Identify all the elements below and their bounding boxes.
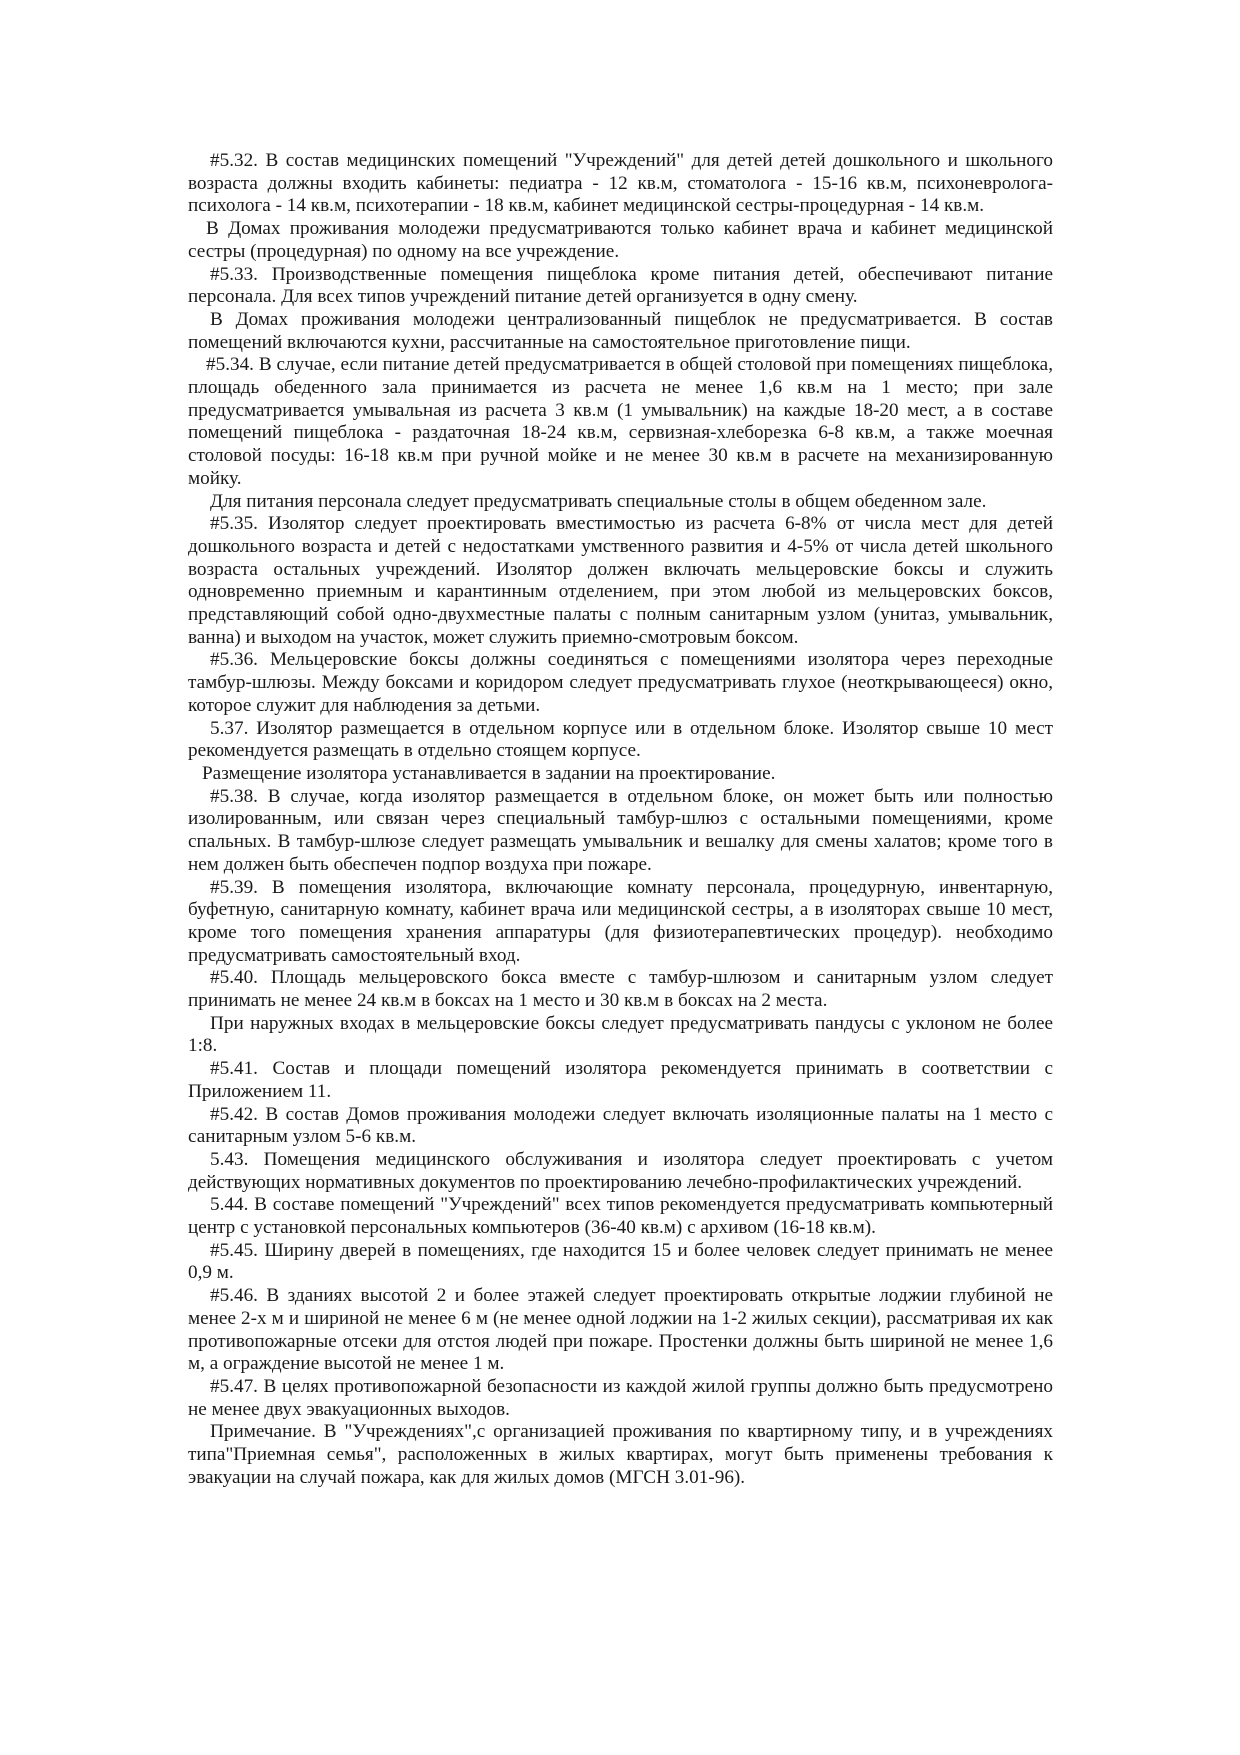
document-page — [188, 150, 1053, 1489]
paragraph-5-40-ramps: При наружных входах в мельцеровские боксы следует предусматривать пандусы с уклоном не более 1:8. — [188, 1012, 1053, 1057]
paragraph-5-46: #5.46. В зданиях высотой 2 и более этажей следует проектировать открытые лоджии глубиной не менее 2-х м и шириной не менее 6 м (не менее одной лоджии на 1-2 жилых секции), рассматривая их как противопожарные отсеки для отстоя людей при пожаре. Простенки должны быть шириной не менее 1,6 м, а ограждение высотой не менее 1 м. — [188, 1285, 1053, 1375]
paragraph-5-40: #5.40. Площадь мельцеровского бокса вместе с тамбур-шлюзом и санитарным узлом следует принимать не менее 24 кв.м в боксах на 1 место и 30 кв.м в боксах на 2 места. — [188, 967, 1053, 1012]
paragraph-5-41: #5.41. Состав и площади помещений изолятора рекомендуется принимать в соответствии с Приложением 11. — [188, 1058, 1053, 1102]
paragraph-5-44: 5.44. В составе помещений "Учреждений" всех типов рекомендуется предусматривать компьютерный центр с установкой персональных компьютеров (36-40 кв.м) с архивом (16-18 кв.м). — [188, 1194, 1053, 1239]
paragraph-5-47-note: Примечание. В "Учреждениях",с организацией проживания по квартирному типу, и в учреждениях типа"Приемная семья", расположенных в жилых квартирах, могут быть применены требования к эвакуации на случай пожара, как для жилых домов (МГСН 3.01-96). — [188, 1421, 1053, 1488]
paragraph-5-47: #5.47. В целях противопожарной безопасности из каждой жилой группы должно быть предусмотрено не менее двух эвакуационных выходов. — [188, 1375, 1053, 1420]
paragraph-5-37: 5.37. Изолятор размещается в отдельном корпусе или в отдельном блоке. Изолятор свыше 10 мест рекомендуется размещать в отдельно стоящем корпусе. — [188, 717, 1053, 762]
paragraph-5-35: #5.35. Изолятор следует проектировать вместимостью из расчета 6-8% от числа мест для детей дошкольного возраста и детей с недостатками умственного развития и 4-5% от числа детей школьного возраста остальных учреждений. Изолятор должен включать мельцеровские боксы и служить одновременно приемным и карантинным отделением, при этом любой из мельцеровских боксов, представляющий собой одно-двухместные палаты с полным санитарным узлом (унитаз, умывальник, ванна) и выходом на участок, может служить приемно-смотровым боксом. — [188, 513, 1053, 648]
paragraph-5-33-youth-homes: В Домах проживания молодежи централизованный пищеблок не предусматривается. В состав помещений включаются кухни, рассчитанные на самостоятельное приготовление пищи. — [188, 308, 1053, 353]
paragraph-5-39: #5.39. В помещения изолятора, включающие комнату персонала, процедурную, инвентарную, буфетную, санитарную комнату, кабинет врача или медицинской сестры, а в изоляторах свыше 10 мест, кроме того помещения хранения аппаратуры (для физиотерапевтических процедур). необходимо предусматривать самостоятельный вход. — [188, 876, 1053, 966]
paragraph-5-34-staff: Для питания персонала следует предусматривать специальные столы в общем обеденном зале. — [210, 490, 987, 512]
paragraph-5-38: #5.38. В случае, когда изолятор размещается в отдельном блоке, он может быть или полностью изолированным, или связан через специальный тамбур-шлюз с остальными помещениями, кроме спальных. В тамбур-шлюзе следует размещать умывальник и вешалку для смены халатов; кроме того в нем должен быть обеспечен подпор воздуха при пожаре. — [188, 785, 1053, 875]
paragraph-5-43: 5.43. Помещения медицинского обслуживания и изолятора следует проектировать с учетом действующих нормативных документов по проектированию лечебно-профилактических учреждений. — [188, 1148, 1053, 1193]
paragraph-5-45: #5.45. Ширину дверей в помещениях, где находится 15 и более человек следует принимать не менее 0,9 м. — [188, 1239, 1053, 1284]
paragraph-5-37-placement: Размещение изолятора устанавливается в задании на проектирование. — [202, 762, 776, 784]
paragraph-5-33: #5.33. Производственные помещения пищеблока кроме питания детей, обеспечивают питание персонала. Для всех типов учреждений питание детей организуется в одну смену. — [188, 263, 1053, 308]
paragraph-5-34: #5.34. В случае, если питание детей предусматривается в общей столовой при помещениях пищеблока, площадь обеденного зала принимается из расчета не менее 1,6 кв.м на 1 место; при зале предусматривается умывальная из расчета 3 кв.м (1 умывальник) на каждые 18-20 мест, а в составе помещений пищеблока - раздаточная 18-24 кв.м, сервизная-хлеборезка 6-8 кв.м, а также моечная столовой посуды: 16-18 кв.м при ручной мойке и не менее 30 кв.м в расчете на механизированную мойку. — [188, 354, 1053, 489]
paragraph-5-32-youth-homes: В Домах проживания молодежи предусматриваются только кабинет врача и кабинет медицинской сестры (процедурная) по одному на все учреждение. — [188, 218, 1053, 262]
paragraph-5-36: #5.36. Мельцеровские боксы должны соединяться с помещениями изолятора через переходные тамбур-шлюзы. Между боксами и коридором следует предусматривать глухое (неоткрывающееся) окно, которое служит для наблюдения за детьми. — [188, 649, 1053, 716]
paragraph-5-42: #5.42. В состав Домов проживания молодежи следует включать изоляционные палаты на 1 место с санитарным узлом 5-6 кв.м. — [188, 1103, 1053, 1148]
paragraph-5-32: #5.32. В состав медицинских помещений "Учреждений" для детей детей дошкольного и школьного возраста должны входить кабинеты: педиатра - 12 кв.м, стоматолога - 15-16 кв.м, психоневролога-психолога - 14 кв.м, психотерапии - 18 кв.м, кабинет медицинской сестры-процедурная - 14 кв.м. — [188, 150, 1053, 217]
